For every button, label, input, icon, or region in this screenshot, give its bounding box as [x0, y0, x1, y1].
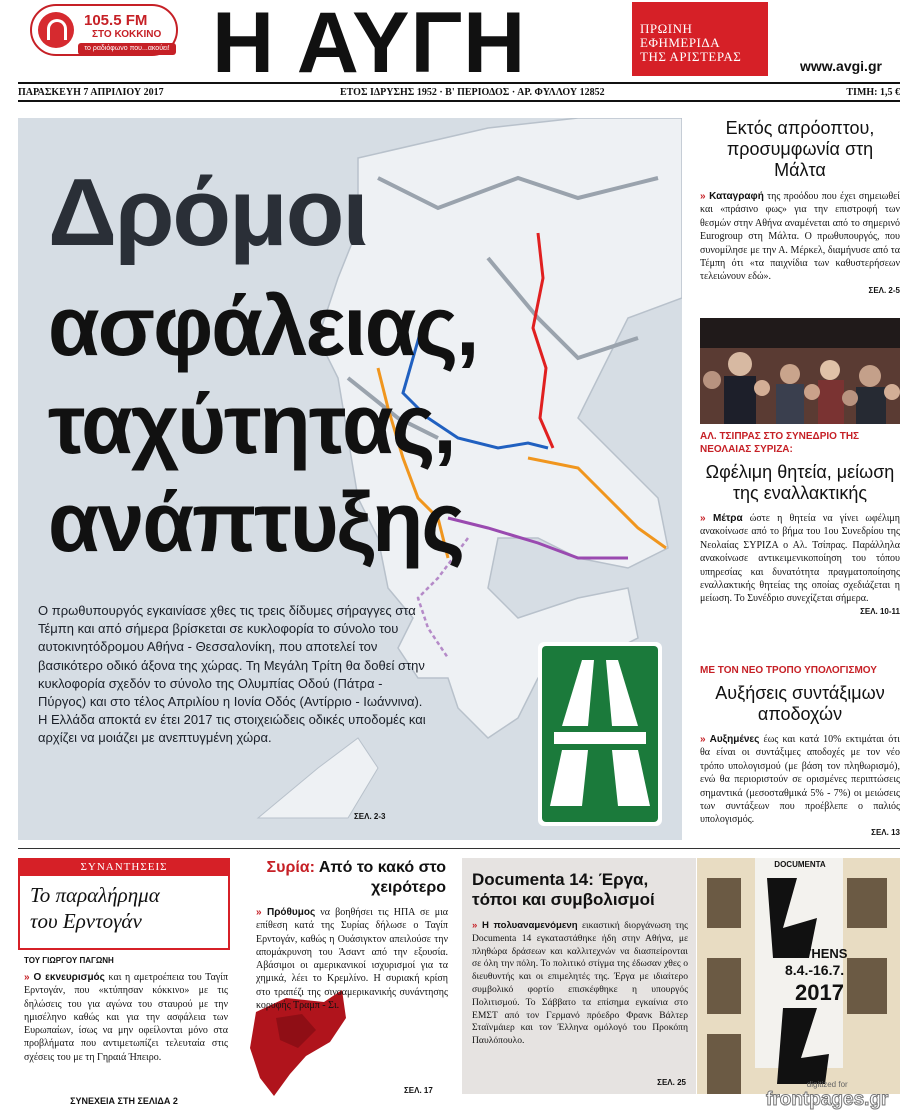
malta-story[interactable]: [700, 118, 900, 295]
malta-body: » Καταγραφή της προόδου που έχει σημειωθεί και «πράσινο φως» για την επιστροφή των θεσμών στην Αθήνα αναμένεται από το σημερινό Eurogroup στη Μάλτα. Ο πρωθυπουργός, που συνομίλησε με την Α. Μέρκελ, διαμήνυσε από τα Τέμπη ότι «τα παιχνίδια των καθυστερήσεων τελειώνουν εδώ».: [700, 191, 900, 283]
syria-story[interactable]: [246, 858, 446, 898]
headphones-icon: [38, 12, 74, 48]
headline-line: του Ερντογάν: [30, 909, 142, 933]
youth-kicker: ΑΛ. ΤΣΙΠΡΑΣ ΣΤΟ ΣΥΝΕΔΡΙΟ ΤΗΣ ΝΕΟΛΑΙΑΣ ΣΥΡΙΖΑ:: [700, 431, 860, 455]
syria-body: » Πρόθυμος να βοηθήσει τις ΗΠΑ σε μια επίθεση κατά της Συρίας δήλωσε ο Ταγίπ Ερντογάν, καθώς η Ουάσιγκτον απειλούσε την απομάκρυνση του Άσαντ από την εξουσία. Αβάσιμοι οι αμερικανικοί ισχυρισμοί για τα χημικά, λέει το Κρεμλίνο. Η συριακή κρίση στο τραπέζι της σινοαμερικανικής συνάντησης κορυφής Τραμπ - Σι.: [256, 907, 449, 1012]
pensions-body: » Αυξημένες έως και κατά 10% εκτιμάται ότι θα είναι οι συντάξιμες αποδοχές με τον νέο τρόπο υπολογισμού (με βάση τον πληθωρισμό), ενώ θα περιοριστούν σε ορισμένες περιπτώσεις σημαντικά (μεσοσταθμικά 5% - 7%) οι μειώσεις των συντάξεων που προέβλεπε ο παλιός υπολογισμός.: [700, 734, 900, 826]
page-reference: ΣΕΛ. 2-5: [868, 285, 900, 295]
lead-headline-line: ταχύτητας,: [48, 377, 455, 471]
documenta-headline: Documenta 14: Έργα, τόποι και συμβολισμοί: [472, 870, 655, 909]
subtitle-line: ΠΡΩΙΝΗ: [640, 21, 693, 36]
headline-line: Το παραλήρημα: [30, 883, 160, 907]
body-text: και η αμετροέπεια του Ταγίπ Ερντογάν, που «κτύπησαν κόκκινο» με τις δηλώσεις του για αγώνα του σταυρού με την ημισέληνο καθώς και για την ασφάλεια των Ευρωπαίων, ίσως να μην οφείλονται μόνο στα προβλήματα που αντιμετωπίζει τελευταία στις σχέσεις του με τη Γηραιά Ήπειρο.: [24, 972, 228, 1063]
byline: ΤΟΥ ΓΙΩΡΓΟΥ ΠΑΓΩΝΗ: [24, 956, 114, 965]
masthead-subtitle: [632, 2, 768, 76]
lead-word: Η πολυαναμενόμενη: [481, 920, 578, 931]
body-text: να βοηθήσει τις ΗΠΑ σε μια επίθεση κατά της Συρίας δήλωσε ο Ταγίπ Ερντογάν, καθώς η Ουάσιγκτον απειλούσε την απομάκρυνση του Άσαντ από την εξουσία. Αβάσιμοι οι αμερικανικοί ισχυρισμοί για τα χημικά, λέει το Κρεμλίνο. Η συριακή κρίση στο τραπέζι της σινοαμερικανικής συνάντησης κορυφής Τραμπ - Σι.: [256, 907, 449, 1012]
radio-station: ΣΤΟ ΚΟΚΚΙΝΟ: [92, 29, 162, 40]
watermark-big: frontpages.gr: [766, 1089, 889, 1110]
subtitle-line: ΕΦΗΜΕΡΙΔΑ: [640, 35, 721, 50]
banner-city: ATHENS: [795, 946, 848, 961]
radio-logo: [30, 4, 178, 56]
lead-word: Αυξημένες: [709, 734, 760, 745]
lead-headline-line: Δρόμοι: [48, 159, 368, 266]
issue-number: ΕΤΟΣ ΙΔΡΥΣΗΣ 1952 · Β' ΠΕΡΙΟΔΟΣ · ΑΡ. ΦΥΛΛΟΥ 12852: [340, 87, 605, 98]
banner-label: DOCUMENTA: [774, 860, 826, 869]
issue-date: ΠΑΡΑΣΚΕΥΗ 7 ΑΠΡΙΛΙΟΥ 2017: [18, 87, 164, 98]
lead-headline-line: ανάπτυξης: [48, 475, 464, 569]
motorway-sign-icon: [538, 642, 662, 826]
malta-headline: Εκτός απρόοπτου, προσυμφωνία στη Μάλτα: [725, 118, 875, 180]
erdogan-story: [24, 956, 228, 1064]
youth-body: » Μέτρα ώστε η θητεία να γίνει ωφέλιμη ανακοίνωσε από το βήμα του 1ου Συνεδρίου της Νεολαίας ΣΥΡΙΖΑ ο Αλ. Τσίπρας. Παράλληλα ανακοίνωσε αντικειμενικοποίηση του τόπου υπηρεσίας και δυνατότητα πραγματοποίησης εναλλακτικής θητείας της οποίας σχεδιάζεται η μείωση. Το Συνέδριο συνεχίζεται σήμερα.: [700, 513, 900, 605]
headline-rest: Από το κακό στο χειρότερο: [318, 859, 446, 896]
subtitle-line: ΤΗΣ ΑΡΙΣΤΕΡΑΣ: [640, 49, 742, 64]
page-reference: ΣΕΛ. 2-3: [354, 812, 386, 821]
headline-red-word: Συρία:: [266, 859, 315, 876]
documenta-story[interactable]: [462, 858, 696, 1094]
body-text: της προόδου που έχει σημειωθεί και «πράσινο φως» για την επιστροφή των θεσμών στην Αθήνα αναμένεται από το σημερινό Eurogroup στη Μάλτα. Ο πρωθυπουργός, που συνομίλησε με την Α. Μέρκελ, διαμήνυσε από τα Τέμπη ότι «τα παιχνίδια των καθυστερήσεων τελειώνουν εδώ».: [700, 191, 900, 283]
pensions-headline: Αυξήσεις συντάξιμων αποδοχών: [715, 683, 885, 724]
lead-word: Μέτρα: [713, 513, 743, 524]
body-text: ώστε η θητεία να γίνει ωφέλιμη ανακοίνωσε από το βήμα του 1ου Συνεδρίου της Νεολαίας ΣΥΡΙΖΑ ο Αλ. Τσίπρας. Παράλληλα ανακοίνωσε αντικειμενικοποίηση του τόπου υπηρεσίας και δυνατότητα πραγματοποίησης εναλλακτικής θητείας της οποίας σχεδιάζεται η μείωση. Το Συνέδριο συνεχίζεται σήμερα.: [700, 513, 900, 605]
page-reference: ΣΕΛ. 17: [404, 1086, 433, 1095]
erdogan-headline-box[interactable]: [18, 876, 230, 950]
tsipras-photo: [700, 318, 900, 424]
info-bar: [18, 82, 900, 102]
banner-year: 2017: [795, 980, 844, 1005]
lead-story[interactable]: [18, 118, 682, 840]
lead-word: Καταγραφή: [709, 191, 764, 202]
documenta-building-photo: [697, 858, 900, 1094]
section-divider: [18, 848, 900, 849]
radio-frequency: 105.5 FM: [84, 12, 148, 29]
youth-congress-story[interactable]: [700, 430, 900, 616]
lead-word: Πρόθυμος: [266, 907, 316, 918]
body-text: έως και κατά 10% εκτιμάται ότι θα είναι οι συντάξιμες αποδοχές με τον νέο τρόπο υπολογισμού (με βάση τον πληθωρισμό), ενώ θα περιοριστούν σε ορισμένες περιπτώσεις σημαντικά (μεσοσταθμικά 5% - 7%) οι μειώσεις των συντάξεων που προέβλεπε ο παλιός υπολογισμός.: [700, 734, 900, 826]
newspaper-title: Η ΑΥΓΗ: [212, 0, 527, 91]
radio-tagline: το ραδιόφωνο που...ακούει!: [78, 43, 176, 55]
page-reference: ΣΕΛ. 25: [657, 1078, 686, 1087]
lead-headline-line: ασφάλειας,: [48, 279, 478, 373]
banner-dates: 8.4.-16.7.: [785, 962, 845, 978]
body-text: εικαστική διοργάνωση της Documenta 14 εγκαταστάθηκε ήδη στην Αθήνα, με πληθώρα δράσεων και καλλιτεχνών να διασπείρονται σε όλη την πόλη. Το πολιτικό στίγμα της έδωσαν χθες ο διευθυντής και οι επιμελητές της. Έργα με ιδιαίτερο συμβολικό φορτίο επισκέφθηκε η υπουργός Πολιτισμού. Το Σάββατο τα επίσημα εγκαίνια στο ΕΜΣΤ από τον Γερμανό πρόεδρο Φρανκ Βάλτερ Σταϊνμάιερ και τον Έλληνα ομόλογό του Προκόπη Παυλόπουλο.: [472, 920, 688, 1047]
syria-headline: [246, 858, 446, 898]
lead-body: Ο πρωθυπουργός εγκαινίασε χθες τις τρεις δίδυμες σήραγγες στα Τέμπη και από σήμερα βρίσκεται σε κυκλοφορία το σύνολο του αυτοκινητόδρομου Αθήνα - Θεσσαλονίκη, που αποτελεί τον βασικότερο οδικό άξονα της χώρας. Τη Μεγάλη Τρίτη θα δοθεί στην κυκλοφορία σχεδόν το σύνολο της Ολυμπίας Οδού (Πάτρα - Πύργος) και στο τέλος Απριλίου η Ιονία Οδός (Αντίρριο - Ιωάννινα). Η Ελλάδα αποκτά εν έτει 2017 τις στοιχειώδεις οδικές υποδομές και αρχίζει να μοιάζει με ανεπτυγμένη χώρα.: [38, 603, 426, 746]
youth-headline: Ωφέλιμη θητεία, μείωση της εναλλακτικής: [705, 462, 895, 503]
section-tag: ΣΥΝΑΝΤΗΣΕΙΣ: [18, 858, 230, 876]
watermark: [766, 1080, 888, 1111]
pensions-kicker: ΜΕ ΤΟΝ ΝΕΟ ΤΡΟΠΟ ΥΠΟΛΟΓΙΣΜΟΥ: [700, 665, 877, 676]
lead-word: Ο εκνευρισμός: [33, 972, 105, 983]
documenta-body: » Η πολυαναμενόμενη εικαστική διοργάνωση της Documenta 14 εγκαταστάθηκε ήδη στην Αθήνα, με πληθώρα δράσεων και καλλιτεχνών να διασπείρονται σε όλη την πόλη. Το πολιτικό στίγμα της έδωσαν χθες ο διευθυντής και οι επιμελητές της. Έργα με ιδιαίτερο συμβολικό φορτίο επισκέφθηκε η υπουργός Πολιτισμού. Το Σάββατο τα επίσημα εγκαίνια στο ΕΜΣΤ από τον Γερμανό πρόεδρο Φρανκ Βάλτερ Σταϊνμάιερ και τον Έλληνα ομόλογό του Προκόπη Παυλόπουλο.: [472, 920, 688, 1047]
map-land: [258, 738, 378, 818]
pensions-story[interactable]: [700, 664, 900, 837]
price: ΤΙΜΗ: 1,5 €: [846, 87, 900, 98]
website-link[interactable]: www.avgi.gr: [800, 58, 882, 74]
erdogan-body: » Ο εκνευρισμός και η αμετροέπεια του Ταγίπ Ερντογάν, που «κτύπησαν κόκκινο» με τις δηλώσεις του για αγώνα του σταυρού με την ημισέληνο καθώς και για την ασφάλεια των Ευρωπαίων, ίσως να μην οφείλονται μόνο στα προβλήματα που αντιμετωπίζει τελευταία στις σχέσεις του με τη Γηραιά Ήπειρο.: [24, 972, 228, 1063]
page-reference: ΣΕΛ. 13: [871, 827, 900, 837]
page-reference: ΣΕΛ. 10-11: [860, 606, 900, 616]
continue-link[interactable]: ΣΥΝΕΧΕΙΑ ΣΤΗ ΣΕΛΙΔΑ 2: [70, 1096, 178, 1106]
erdogan-headline: [20, 876, 228, 934]
watermark-small: digitized for: [806, 1080, 848, 1089]
